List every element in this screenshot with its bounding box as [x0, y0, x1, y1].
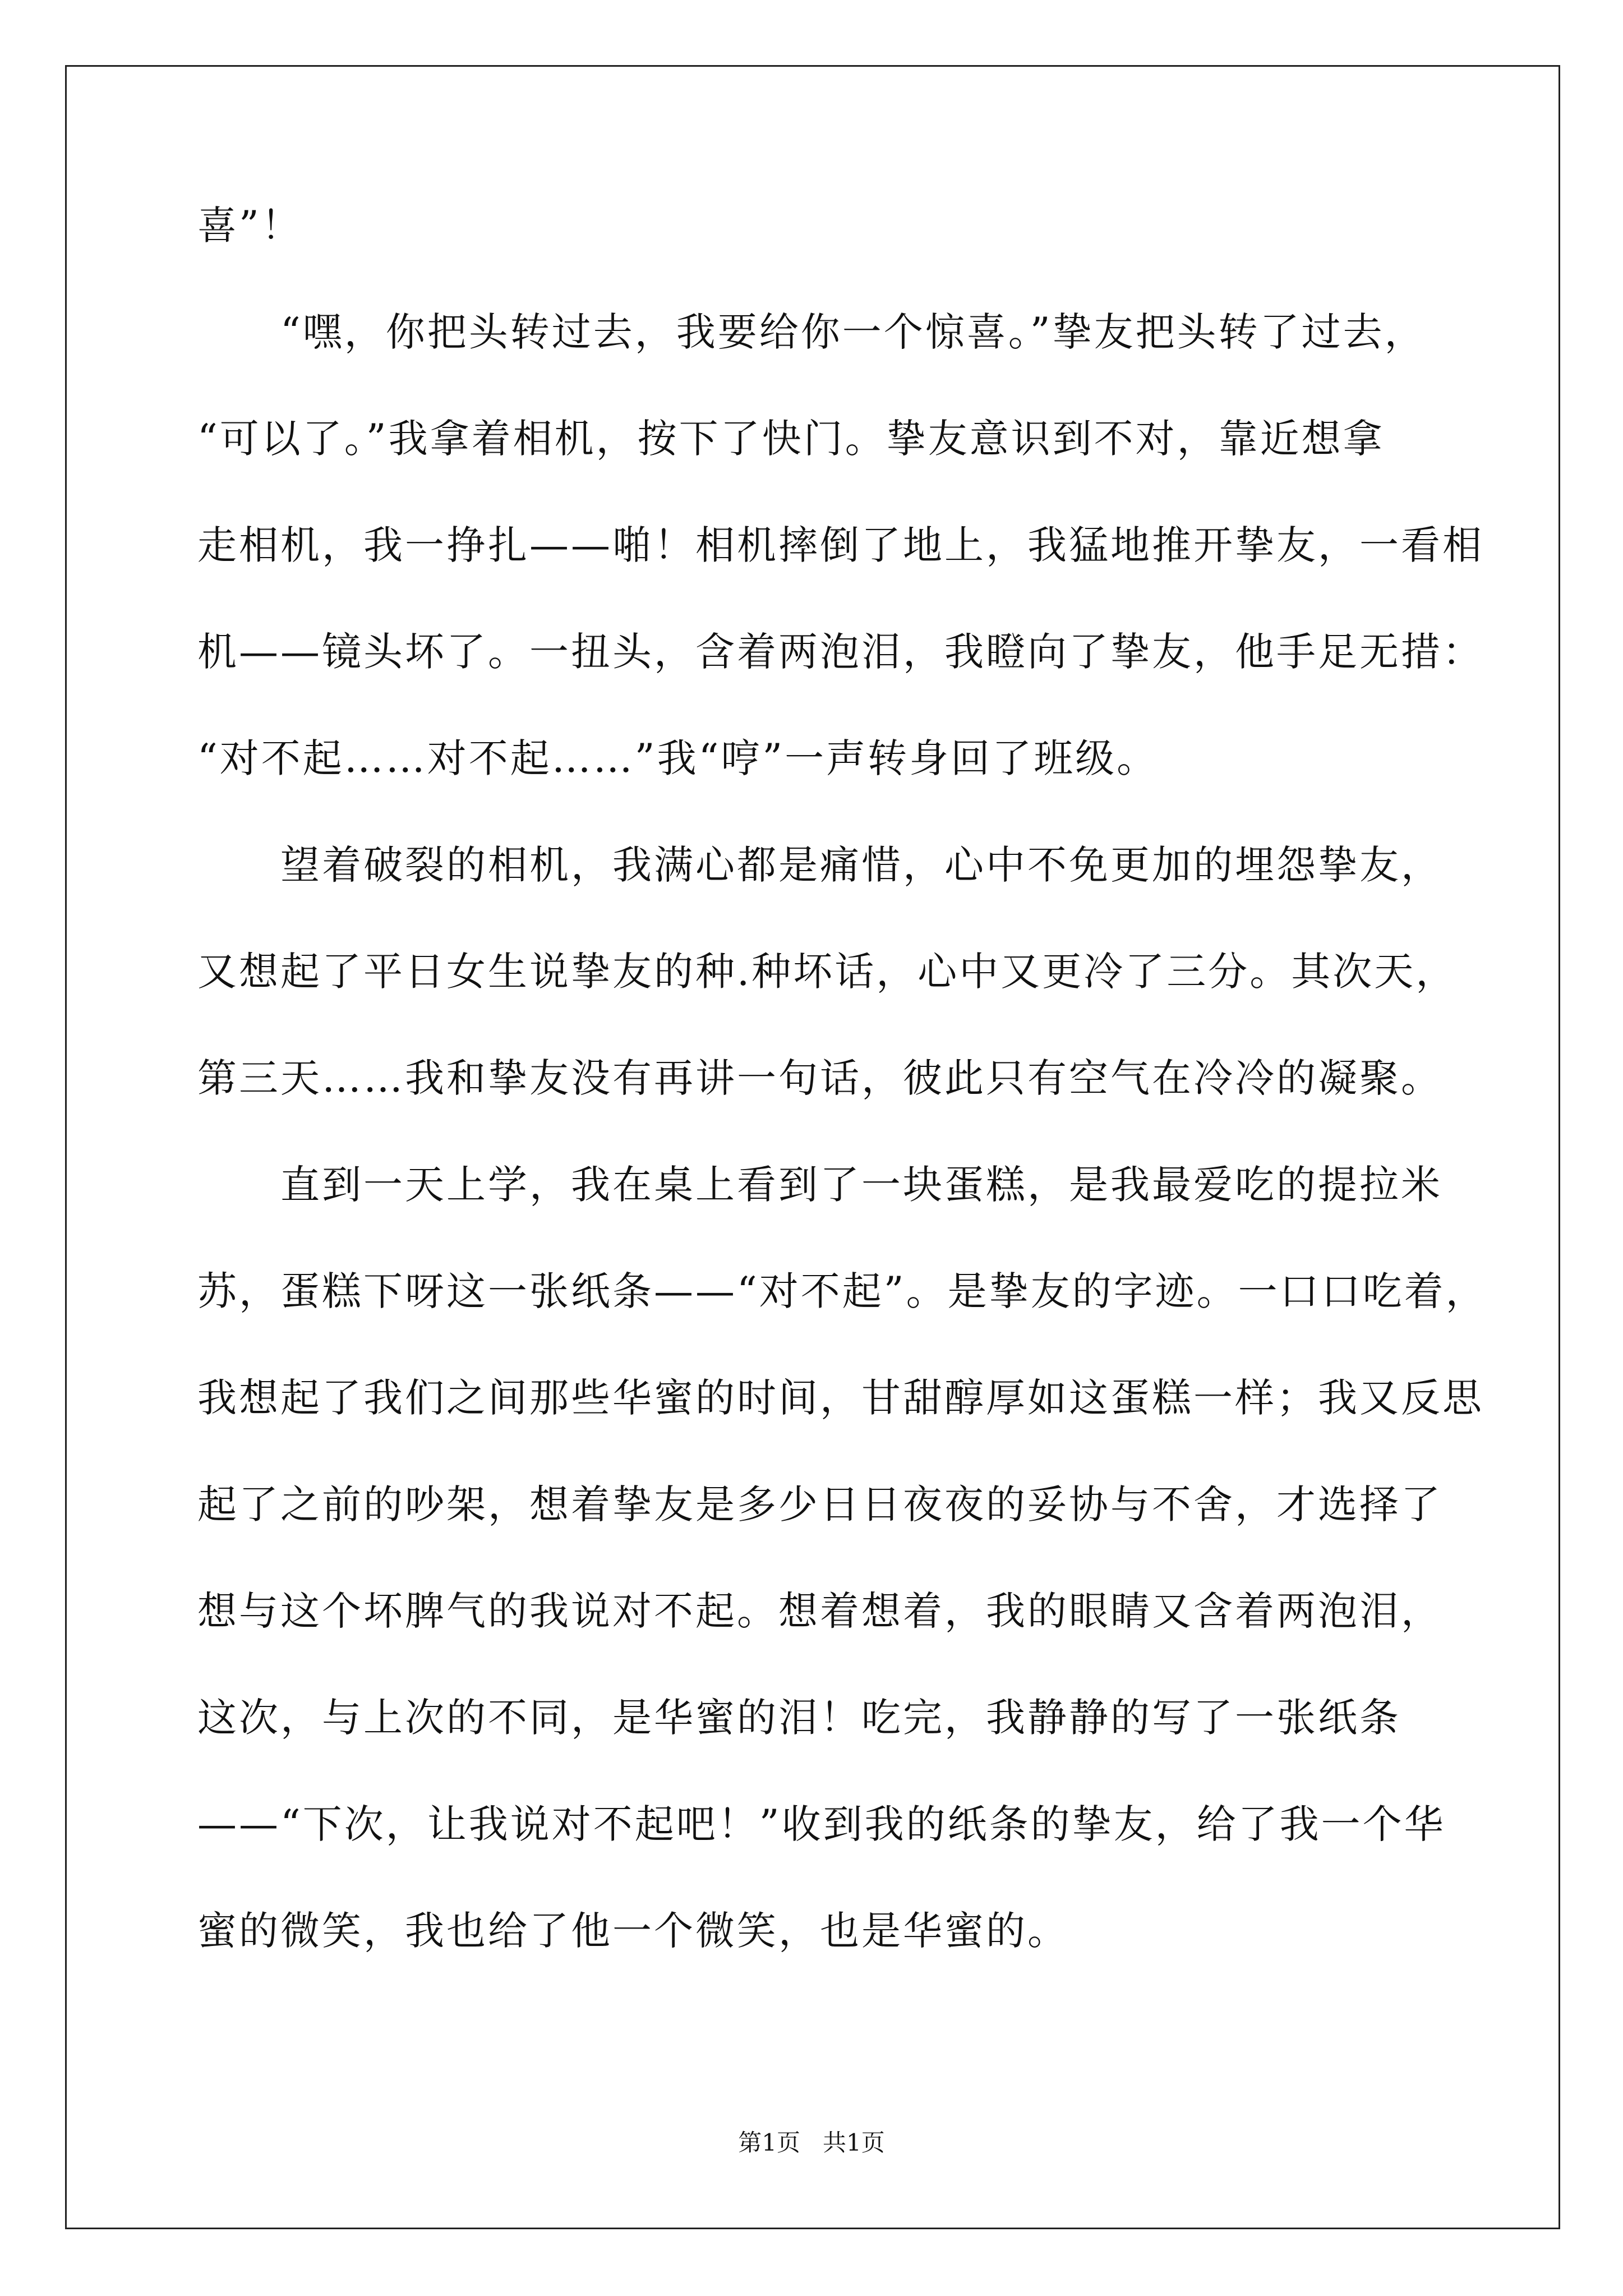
text-line: “可以了。”我拿着相机，按下了快门。挚友意识到不对，靠近想拿 — [197, 416, 1385, 462]
text-line: 走相机，我一挣扎——啪！相机摔倒了地上，我猛地推开挚友，一看相 — [197, 522, 1484, 568]
text-line: 起了之前的吵架，想着挚友是多少日日夜夜的妥协与不舍，才选择了 — [197, 1481, 1442, 1527]
text-line: 直到一天上学，我在桌上看到了一块蛋糕，是我最爱吃的提拉米 — [197, 1162, 1442, 1208]
text-line: 机——镜头坏了。一扭头，含着两泡泪，我瞪向了挚友，他手足无措： — [197, 629, 1484, 675]
text-line: “对不起……对不起……”我“哼”一声转身回了班级。 — [197, 735, 1159, 781]
text-line: 蜜的微笑，我也给了他一个微笑，也是华蜜的。 — [197, 1908, 1069, 1954]
text-line: 望着破裂的相机，我满心都是痛惜，心中不免更加的埋怨挚友， — [197, 842, 1442, 888]
current-page-label: 第1页 — [738, 2129, 800, 2156]
text-line: “嘿，你把头转过去，我要给你一个惊喜。”挚友把头转了过去， — [197, 309, 1426, 355]
text-line: 想与这个坏脾气的我说对不起。想着想着，我的眼睛又含着两泡泪， — [197, 1588, 1442, 1634]
text-line: ——“下次，让我说对不起吧！”收到我的纸条的挚友，给了我一个华 — [197, 1801, 1446, 1847]
total-pages-label: 共1页 — [823, 2129, 885, 2156]
page-footer — [0, 2126, 1623, 2160]
text-line: 我想起了我们之间那些华蜜的时间，甘甜醇厚如这蛋糕一样；我又反思 — [197, 1375, 1484, 1421]
text-line: 第三天……我和挚友没有再讲一句话，彼此只有空气在冷冷的凝聚。 — [197, 1055, 1442, 1101]
text-line: 苏，蛋糕下呀这一张纸条——“对不起”。是挚友的字迹。一口口吃着， — [197, 1268, 1487, 1314]
text-line: 喜”！ — [197, 203, 303, 249]
text-line: 又想起了平日女生说挚友的种.种坏话，心中又更冷了三分。其次天， — [197, 949, 1458, 995]
text-line: 这次，与上次的不同，是华蜜的泪！吃完，我静静的写了一张纸条 — [197, 1695, 1401, 1741]
